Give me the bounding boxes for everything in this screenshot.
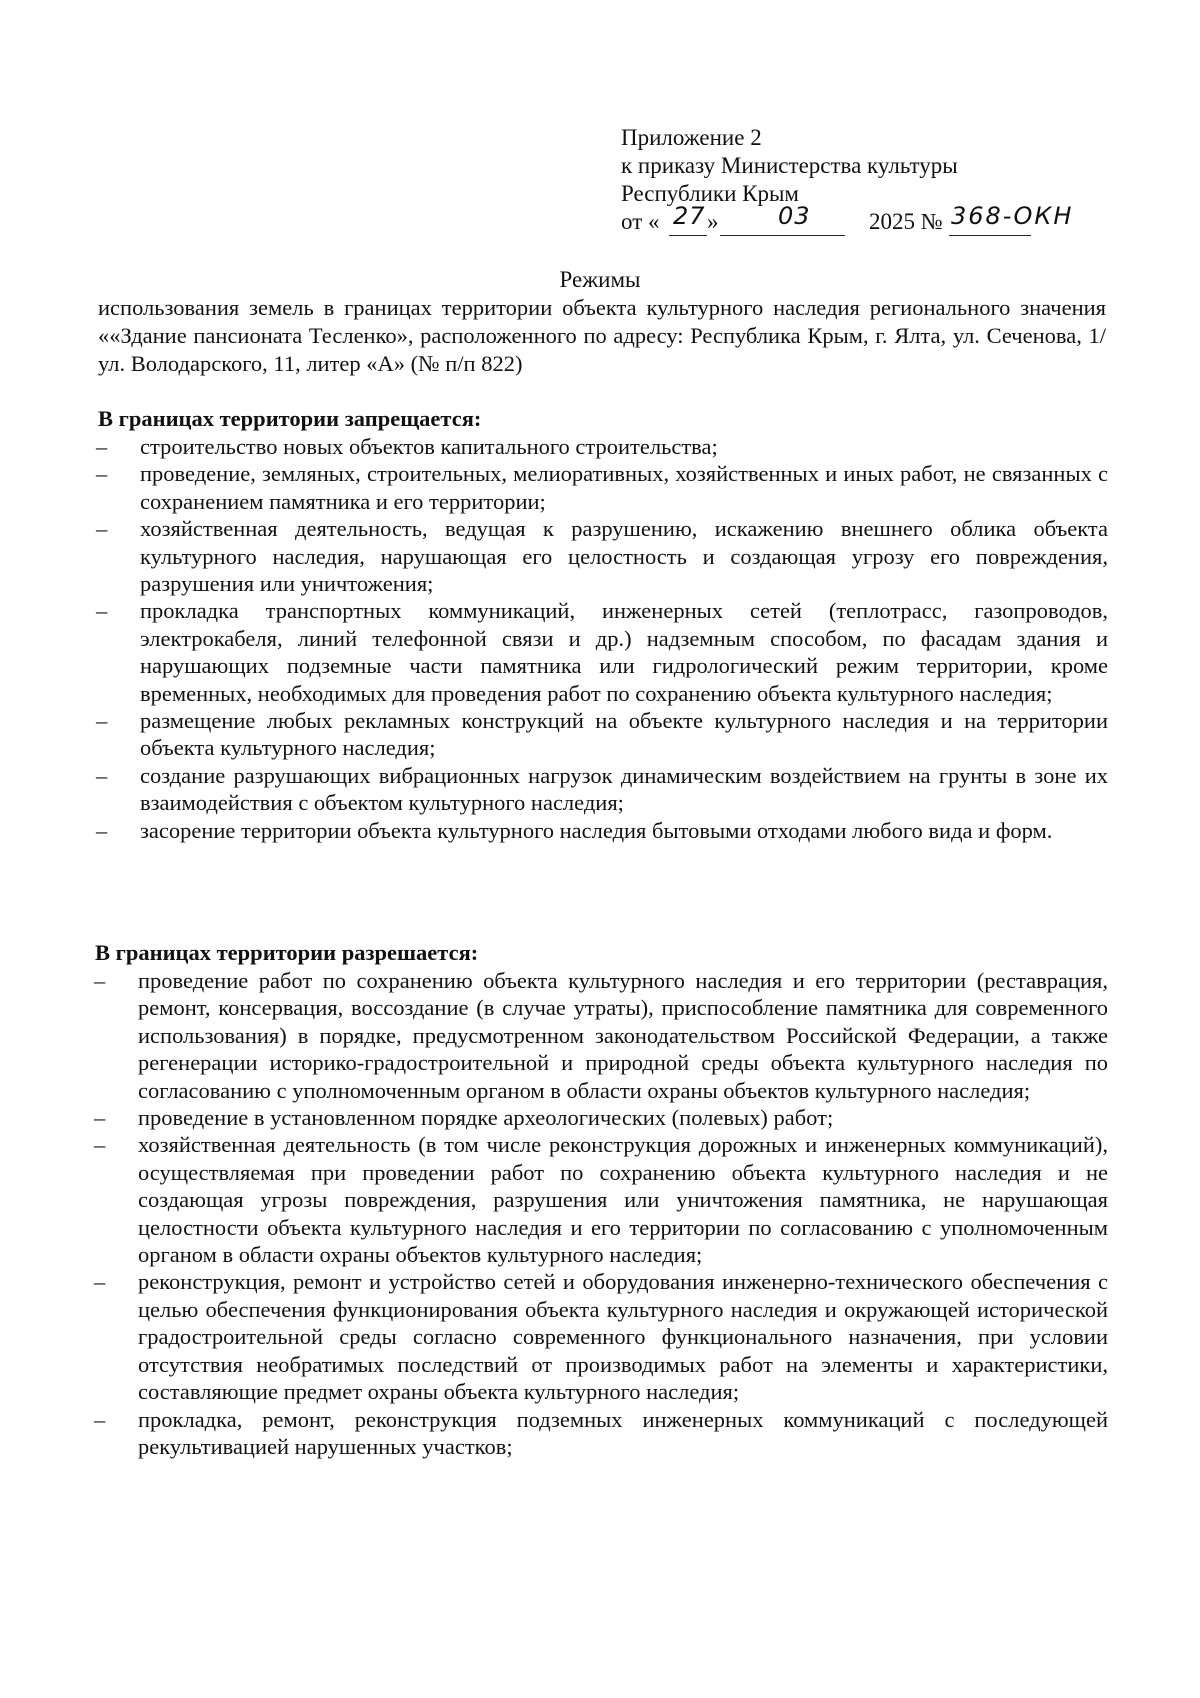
dash-bullet: – (96, 598, 108, 624)
order-number-handwritten: 368-ОКН (951, 202, 1074, 230)
dash-bullet: – (96, 434, 108, 459)
dash-bullet: – (96, 817, 108, 843)
list-item: – строительство новых объектов капитального строительства; (96, 434, 718, 459)
date-month-underline (720, 235, 845, 236)
list-item: – хозяйственная деятельность, ведущая к разрушению, искажению внешнего облика объекта культурного наследия, нарушающая его целостность и создающая угрозу его повреждения, разрушения или уничтожения; (96, 516, 1108, 597)
permitted-list (94, 967, 1108, 1460)
dash-bullet: – (94, 1132, 106, 1158)
appendix-label: Приложение 2 (621, 125, 762, 150)
date-year-and-number-label: 2025 № (869, 209, 943, 234)
dash-bullet: – (94, 1105, 106, 1131)
appendix-order-ref: к приказу Министерства культуры (621, 153, 958, 178)
list-item: – создание разрушающих вибрационных нагрузок динамическим воздействием на грунты в зоне их взаимодействия с объектом культурного наследия; (96, 762, 1108, 816)
prohibited-list (96, 433, 1108, 844)
date-day-underline (669, 235, 707, 236)
prohibited-heading: В границах территории запрещается: (98, 406, 482, 431)
date-close-quote: » (707, 209, 719, 234)
list-item: – проведение, земляных, строительных, мелиоративных, хозяйственных и иных работ, не связанных с сохранением памятника и его территории; (96, 461, 1108, 514)
document-subtitle: использования земель в границах территории объекта культурного наследия регионального значения ««Здание пансионата Тесленко», расположенного по адресу: Республика Крым, г. Ялта, ул. Сеченова, 1/ул. Володарского, 11, литер «А» (№ п/п 822) (98, 295, 1106, 376)
dash-bullet: – (96, 762, 108, 788)
dash-bullet: – (94, 1406, 106, 1432)
date-prefix: от « (621, 209, 660, 234)
dash-bullet: – (94, 1269, 106, 1295)
dash-bullet: – (96, 461, 108, 487)
appendix-republic: Республики Крым (621, 181, 799, 206)
order-number-underline (949, 235, 1031, 236)
list-item: – прокладка, ремонт, реконструкция подземных инженерных коммуникаций с последующей рекультивацией нарушенных участков; (94, 1406, 1108, 1459)
list-item: – прокладка транспортных коммуникаций, инженерных сетей (теплотрасс, газопроводов, электрокабеля, линий телефонной связи и др.) надземным способом, по фасадам здания и нарушающих подземные части памятника или гидрологический режим территории, кроме временных, необходимых для проведения работ по сохранению объекта культурного наследия; (96, 598, 1108, 706)
document-title: Режимы (559, 267, 641, 292)
dash-bullet: – (94, 968, 106, 993)
permitted-heading: В границах территории разрешается: (95, 940, 479, 965)
list-item: – проведение работ по сохранению объекта культурного наследия и его территории (реставрация, ремонт, консервация, воссоздание (в случае утраты), приспособление памятника для современного использования) в порядке, предусмотренном законодательством Российской Федерации, а также регенерации историко-градостроительной и природной среды объекта культурного наследия по согласованию с уполномоченным органом в области охраны объектов культурного наследия; (94, 968, 1108, 1103)
date-month-handwritten: 03 (778, 202, 811, 230)
dash-bullet: – (96, 708, 108, 734)
list-item: – реконструкция, ремонт и устройство сетей и оборудования инженерно-технического обеспечения с целью обеспечения функционирования объекта культурного наследия и окружающей исторической градостроительной среды согласно современного функционального назначения, при условии отсутствия необратимых последствий от производимых работ на элементы и характеристики, составляющие предмет охраны объекта культурного наследия; (94, 1269, 1108, 1405)
list-item: – засорение территории объекта культурного наследия бытовыми отходами любого вида и форм. (96, 817, 1053, 843)
dash-bullet: – (96, 516, 108, 542)
date-day-handwritten: 27 (673, 202, 706, 230)
list-item: – размещение любых рекламных конструкций на объекте культурного наследия и на территории объекта культурного наследия; (96, 708, 1108, 761)
list-item: – хозяйственная деятельность (в том числе реконструкция дорожных и инженерных коммуникаций), осуществляемая при проведении работ по сохранению объекта культурного наследия и не создающая угрозы повреждения, разрушения или уничтожения памятника, не нарушающая целостности объекта культурного наследия и его территории по согласованию с уполномоченным органом в области охраны объектов культурного наследия; (94, 1132, 1108, 1268)
list-item: – проведение в установленном порядке археологических (полевых) работ; (94, 1105, 834, 1131)
order-date-line (621, 202, 1101, 238)
